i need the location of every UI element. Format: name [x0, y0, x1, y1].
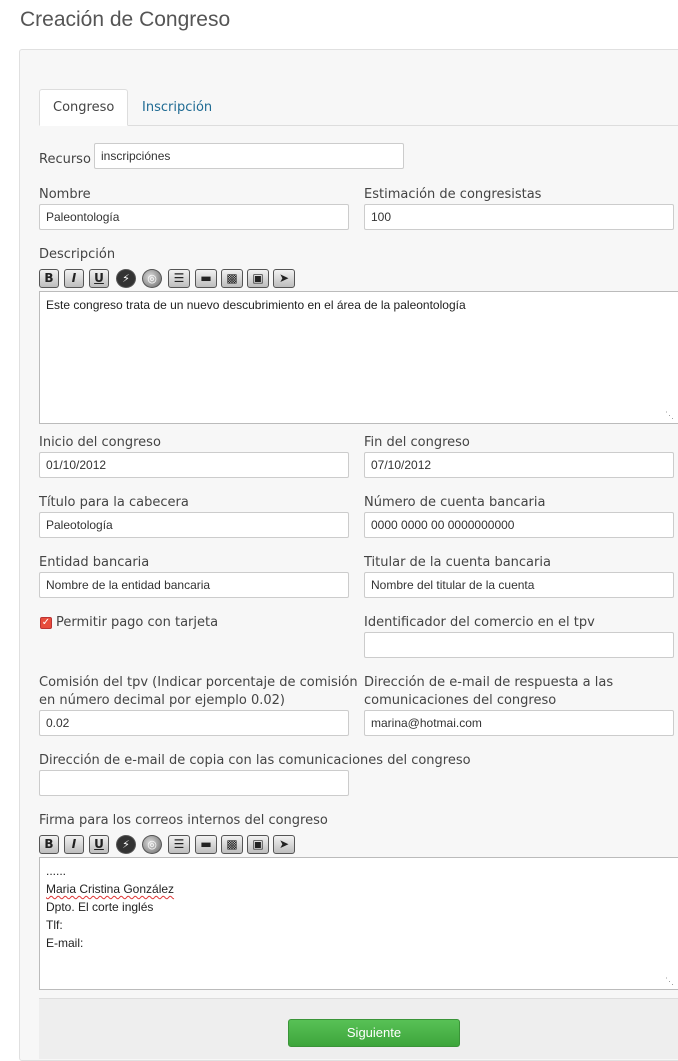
pago-tarjeta-label: Permitir pago con tarjeta	[56, 615, 219, 630]
nombre-label: Nombre	[39, 187, 91, 202]
identificador-tpv-input[interactable]	[364, 632, 674, 658]
tab-inscripcion[interactable]: Inscripción	[142, 100, 213, 115]
globe-icon[interactable]: ◎	[142, 835, 162, 854]
titulo-cabecera-input[interactable]: Paleotología	[39, 512, 349, 538]
comision-label-line1: Comisión del tpv (Indicar porcentaje de comisión	[39, 675, 358, 690]
resize-handle-icon[interactable]: ⋱	[665, 976, 674, 986]
underline-icon[interactable]: U	[89, 835, 109, 854]
descripcion-label: Descripción	[39, 247, 116, 262]
italic-icon[interactable]: I	[64, 835, 84, 854]
resize-handle-icon[interactable]: ⋱	[665, 410, 674, 420]
firma-line: E-mail:	[46, 936, 84, 950]
hr-icon[interactable]: ▬	[195, 835, 217, 854]
titulo-cabecera-label: Título para la cabecera	[39, 495, 189, 510]
arrow-icon[interactable]: ➤	[273, 269, 295, 288]
numero-cuenta-label: Número de cuenta bancaria	[364, 495, 546, 510]
tab-bar	[39, 89, 678, 126]
identificador-tpv-label: Identificador del comercio en el tpv	[364, 615, 595, 630]
email-respuesta-label-line1: Dirección de e-mail de respuesta a las	[364, 675, 614, 690]
tab-congreso[interactable]: Congreso	[39, 89, 128, 126]
descripcion-text: Este congreso trata de un nuevo descubrimiento en el área de la paleontología	[46, 298, 466, 312]
numero-cuenta-input[interactable]: 0000 0000 00 0000000000	[364, 512, 674, 538]
list-icon[interactable]: ☰	[168, 835, 190, 854]
hr-icon[interactable]: ▬	[195, 269, 217, 288]
bold-icon[interactable]: B	[39, 835, 59, 854]
email-respuesta-input[interactable]: marina@hotmai.com	[364, 710, 674, 736]
recurso-label: Recurso	[39, 152, 91, 167]
image-icon[interactable]: ▣	[247, 835, 269, 854]
next-button[interactable]: Siguiente	[288, 1019, 460, 1047]
comision-label-line2: en número decimal por ejemplo 0.02)	[39, 693, 285, 708]
firma-editor[interactable]	[39, 857, 678, 990]
entidad-input[interactable]: Nombre de la entidad bancaria	[39, 572, 349, 598]
estimacion-label: Estimación de congresistas	[364, 187, 542, 202]
italic-icon[interactable]: I	[64, 269, 84, 288]
firma-line: Tlf:	[46, 918, 63, 932]
titular-input[interactable]: Nombre del titular de la cuenta	[364, 572, 674, 598]
page-title: Creación de Congreso	[20, 8, 231, 31]
film-icon[interactable]: ▩	[221, 835, 243, 854]
underline-icon[interactable]: U	[89, 269, 109, 288]
nombre-input[interactable]: Paleontología	[39, 204, 349, 230]
firma-line: Maria Cristina González	[46, 882, 175, 896]
email-copia-label: Dirección de e-mail de copia con las comunicaciones del congreso	[39, 753, 471, 768]
image-icon[interactable]: ▣	[247, 269, 269, 288]
inicio-input[interactable]: 01/10/2012	[39, 452, 349, 478]
film-icon[interactable]: ▩	[221, 269, 243, 288]
email-copia-input[interactable]	[39, 770, 349, 796]
inicio-label: Inicio del congreso	[39, 435, 161, 450]
descripcion-editor[interactable]	[39, 291, 678, 424]
fin-input[interactable]: 07/10/2012	[364, 452, 674, 478]
flash-icon[interactable]: ⚡	[116, 269, 136, 288]
titular-label: Titular de la cuenta bancaria	[364, 555, 551, 570]
arrow-icon[interactable]: ➤	[273, 835, 295, 854]
entidad-label: Entidad bancaria	[39, 555, 150, 570]
email-respuesta-label-line2: comunicaciones del congreso	[364, 693, 557, 708]
estimacion-input[interactable]: 100	[364, 204, 674, 230]
firma-label: Firma para los correos internos del congreso	[39, 813, 328, 828]
fin-label: Fin del congreso	[364, 435, 470, 450]
firma-line: ......	[46, 864, 67, 878]
firma-toolbar	[39, 835, 299, 855]
bold-icon[interactable]: B	[39, 269, 59, 288]
pago-tarjeta-checkbox[interactable]: ✓	[41, 617, 51, 628]
recurso-input[interactable]: inscripciónes	[94, 143, 404, 169]
flash-icon[interactable]: ⚡	[116, 835, 136, 854]
list-icon[interactable]: ☰	[168, 269, 190, 288]
firma-line: Dpto. El corte inglés	[46, 900, 154, 914]
globe-icon[interactable]: ◎	[142, 269, 162, 288]
descripcion-toolbar	[39, 269, 299, 289]
comision-input[interactable]: 0.02	[39, 710, 349, 736]
